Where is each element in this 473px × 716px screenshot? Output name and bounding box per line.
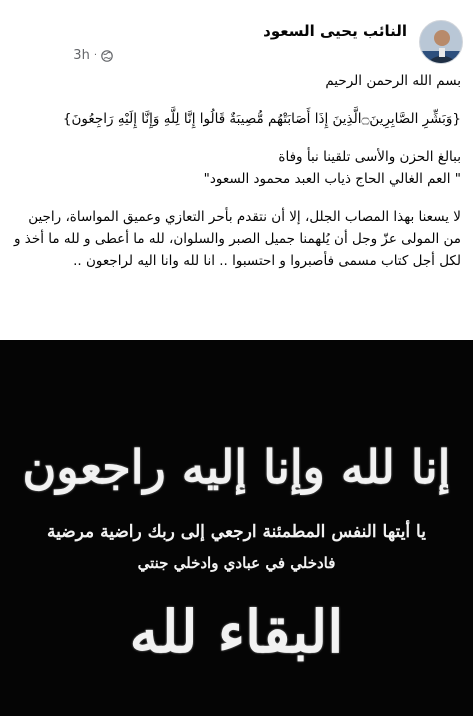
meta-separator: · <box>93 50 97 61</box>
post-timestamp[interactable]: 3h <box>73 48 90 63</box>
post-condolence-paragraph: لا يسعنا بهذا المصاب الجلل، إلا أن نتقدم بأحر التعازي وعميق المواساة، راجين من المولى عزّ وجل أن يُلهمنا جميل الصبر والسلوان، لله ما أعطى و لله ما أخذ و لكل أجل كتاب مسمى فأصبروا و احتسبوا .. انا لله وانا اليه لراجعون .. <box>14 209 461 269</box>
author-avatar[interactable] <box>419 20 463 64</box>
condolence-image[interactable] <box>0 340 473 716</box>
image-footer: البقاء لله <box>129 598 344 666</box>
globe-icon[interactable] <box>101 50 113 62</box>
image-headline: إنا لله وإنا إليه راجعون <box>22 440 451 494</box>
post-header <box>0 0 473 72</box>
author-name[interactable]: النائب يحيى السعود <box>263 22 407 40</box>
image-verse-line-2: فادخلي في عبادي وادخلي جنتي <box>137 554 336 572</box>
post-verse: {وَبَشِّرِ الصَّابِرِينَ۝الَّذِينَ إِذَا أَصَابَتْهُم مُّصِيبَةٌ قَالُوا إِنَّا لِلَّهِ وَإِنَّا إِلَيْهِ رَاجِعُونَ} <box>62 111 461 127</box>
post-text <box>12 70 461 272</box>
avatar-photo <box>420 21 463 64</box>
post-basmala: بسم الله الرحمن الرحيم <box>325 73 461 89</box>
post-grief-line-2: " العم الغالي الحاج ذياب العبد محمود السعود" <box>203 171 461 187</box>
post-meta <box>73 48 113 63</box>
post-grief-line-1: ببالغ الحزن والأسى تلقينا نبأ وفاة <box>278 149 461 165</box>
image-verse-line-1: يا أيتها النفس المطمئنة ارجعي إلى ربك راضية مرضية <box>47 522 426 542</box>
